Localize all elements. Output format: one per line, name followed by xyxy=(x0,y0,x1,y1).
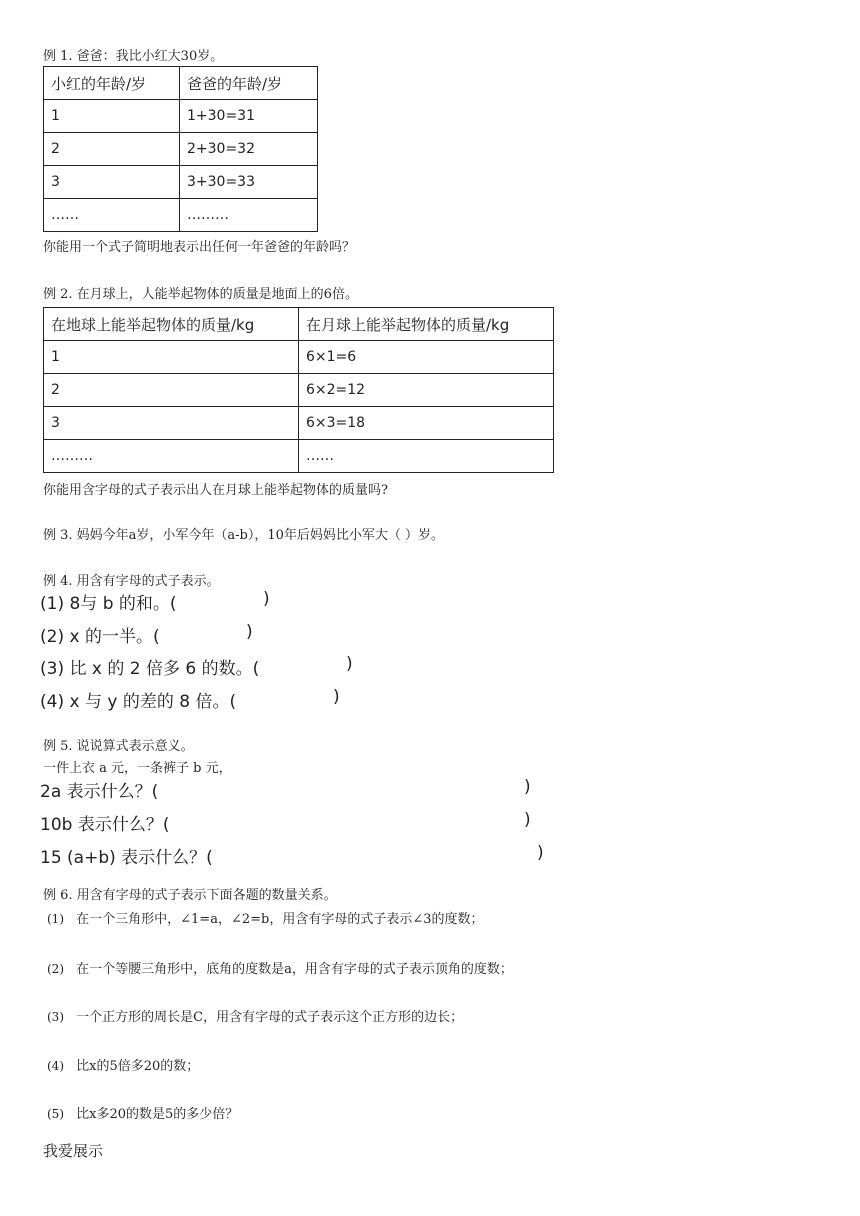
table-cell: 2 xyxy=(44,374,299,407)
ex6-item-3 xyxy=(47,1006,463,1025)
ex2-heading: 例 2. 在月球上，人能举起物体的质量是地面上的6倍。 xyxy=(43,287,358,302)
ex4-item-2: (2) x 的一半。( xyxy=(40,627,160,647)
ex1-heading: 例 1. 爸爸：我比小红大30岁。 xyxy=(43,49,224,64)
ex5-intro: 一件上衣 a 元，一条裤子 b 元， xyxy=(43,761,232,776)
ex4-item-2-close: ) xyxy=(246,622,253,642)
table-cell: 2+30=32 xyxy=(180,133,318,166)
table-row xyxy=(44,199,318,232)
ex3-text: 例 3. 妈妈今年a岁，小军今年（a-b），10年后妈妈比小军大（ ）岁。 xyxy=(43,528,445,543)
table-row xyxy=(44,341,554,374)
table-cell: ……… xyxy=(44,440,299,473)
ex6-item-number: (4) xyxy=(47,1059,64,1073)
table-row xyxy=(44,440,554,473)
ex5-item-1: 2a 表示什么？( xyxy=(40,782,159,802)
ex4-item-4-close: ) xyxy=(333,687,340,707)
ex6-item-1 xyxy=(47,908,484,927)
table-header-cell: 在地球上能举起物体的质量/kg xyxy=(44,308,299,341)
footer-title: 我爱展示 xyxy=(43,1142,104,1160)
ex2-question: 你能用含字母的式子表示出人在月球上能举起物体的质量吗? xyxy=(43,483,388,498)
ex5-item-2-close: ) xyxy=(524,810,531,830)
ex6-item-text: 比x多20的数是5的多少倍？ xyxy=(76,1107,239,1122)
table-row xyxy=(44,100,318,133)
ex6-item-text: 在一个三角形中，∠1=a，∠2=b，用含有字母的式子表示∠3的度数； xyxy=(76,912,484,927)
ex6-item-4 xyxy=(47,1055,199,1074)
ex6-item-number: (1) xyxy=(47,912,64,926)
ex6-item-text: 一个正方形的周长是C，用含有字母的式子表示这个正方形的边长； xyxy=(76,1010,464,1025)
table-cell: 2 xyxy=(44,133,180,166)
table-header-cell: 爸爸的年龄/岁 xyxy=(180,67,318,100)
ex4-item-3-close: ) xyxy=(346,654,353,674)
table-header-cell: 在月球上能举起物体的质量/kg xyxy=(299,308,554,341)
ex5-item-2: 10b 表示什么？( xyxy=(40,815,170,835)
table-header-cell: 小红的年龄/岁 xyxy=(44,67,180,100)
table-cell: 3 xyxy=(44,407,299,440)
table-cell: …… xyxy=(299,440,554,473)
table-cell: 6×1=6 xyxy=(299,341,554,374)
ex4-heading: 例 4. 用含有字母的式子表示。 xyxy=(43,574,220,589)
ex4-item-4: (4) x 与 y 的差的 8 倍。( xyxy=(40,692,237,712)
table-cell: 6×3=18 xyxy=(299,407,554,440)
ex1-table xyxy=(43,66,318,232)
ex6-item-text: 比x的5倍多20的数； xyxy=(76,1059,200,1074)
ex6-item-number: (3) xyxy=(47,1010,64,1024)
table-row xyxy=(44,407,554,440)
table-cell: ……… xyxy=(180,199,318,232)
ex5-item-3: 15 (a+b) 表示什么？( xyxy=(40,848,213,868)
ex6-item-text: 在一个等腰三角形中，底角的度数是a，用含有字母的式子表示顶角的度数； xyxy=(76,962,513,977)
ex5-item-1-close: ) xyxy=(524,777,531,797)
ex1-question: 你能用一个式子简明地表示出任何一年爸爸的年龄吗？ xyxy=(43,240,356,255)
ex5-item-3-close: ) xyxy=(537,843,544,863)
ex6-heading: 例 6. 用含有字母的式子表示下面各题的数量关系。 xyxy=(43,888,337,903)
table-header-row xyxy=(44,67,318,100)
ex4-item-3: (3) 比 x 的 2 倍多 6 的数。( xyxy=(40,659,260,679)
table-row xyxy=(44,374,554,407)
table-cell: 1 xyxy=(44,341,299,374)
table-cell: …… xyxy=(44,199,180,232)
ex6-item-number: (2) xyxy=(47,962,64,976)
table-cell: 6×2=12 xyxy=(299,374,554,407)
table-cell: 3+30=33 xyxy=(180,166,318,199)
ex4-item-1-close: ) xyxy=(263,589,270,609)
table-cell: 1 xyxy=(44,100,180,133)
table-header-row xyxy=(44,308,554,341)
ex6-item-2 xyxy=(47,958,513,977)
table-cell: 1+30=31 xyxy=(180,100,318,133)
ex6-item-5 xyxy=(47,1103,238,1122)
ex6-item-number: (5) xyxy=(47,1107,64,1121)
table-row xyxy=(44,166,318,199)
ex2-table xyxy=(43,307,554,473)
ex5-heading: 例 5. 说说算式表示意义。 xyxy=(43,739,194,754)
ex4-item-1: (1) 8与 b 的和。( xyxy=(40,594,177,614)
table-cell: 3 xyxy=(44,166,180,199)
table-row xyxy=(44,133,318,166)
